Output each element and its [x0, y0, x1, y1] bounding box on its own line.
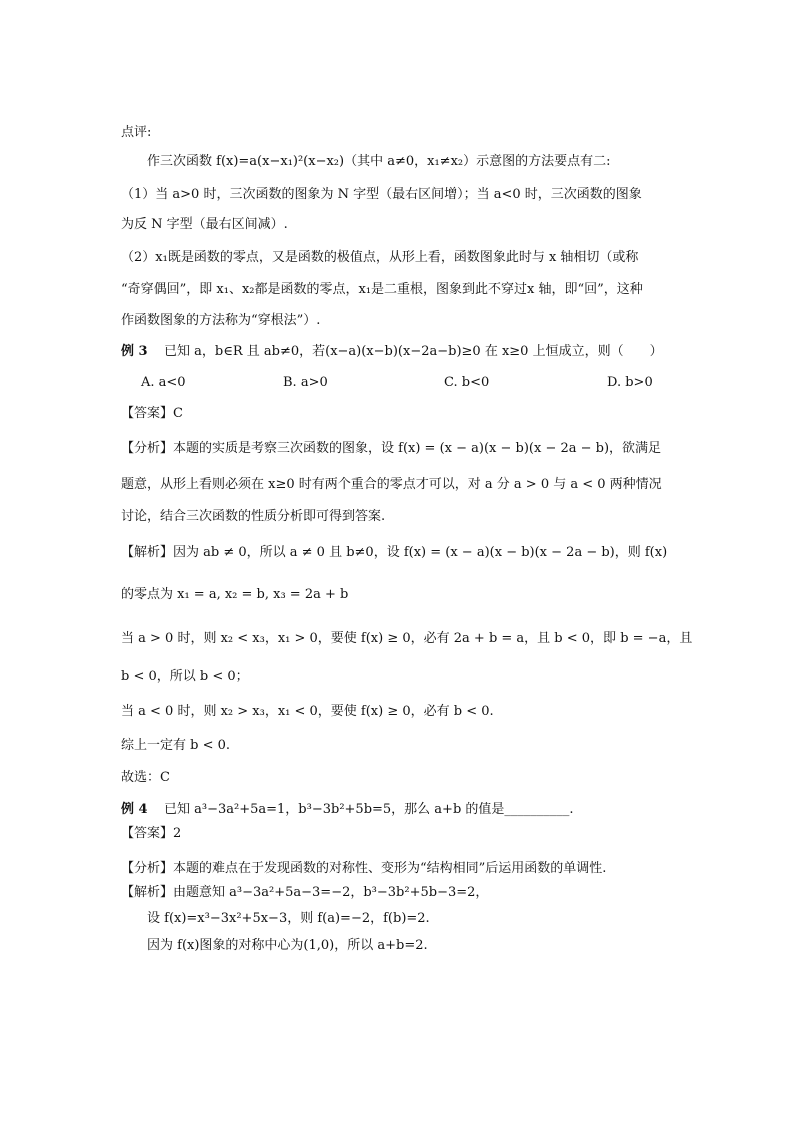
example-3-label: 例 3 [121, 344, 148, 359]
option-a: A. a<0 [141, 375, 186, 390]
example-3-analysis-line-1: 【分析】本题的实质是考察三次函数的图象，设 f(x) = (x − a)(x − b)(x − 2a − b)，欲满足 [121, 441, 662, 456]
example-3-solution-line-5: 当 a < 0 时，则 x₂ > x₃，x₁ < 0，要使 f(x) ≥ 0，必有 b < 0. [121, 704, 494, 719]
option-d: D. b>0 [607, 375, 653, 390]
comment-heading: 点评: [121, 125, 152, 140]
example-4-solution-line-1: 【解析】由题意知 a³−3a²+5a−3=−2，b³−3b²+5b−3=2， [121, 885, 489, 900]
example-3-analysis-line-3: 讨论，结合三次函数的性质分析即可得到答案. [121, 509, 386, 524]
example-3-solution-line-3: 当 a > 0 时，则 x₂ < x₃，x₁ > 0，要使 f(x) ≥ 0，必有 2a + b = a，且 b < 0，即 b = −a，且 [121, 631, 693, 646]
comment-point-2-line-2: “奇穿偶回”，即 x₁、x₂都是函数的零点，x₁是二重根，图象到此不穿过x 轴，即“回”，这种 [121, 282, 643, 297]
option-c: C. b<0 [444, 375, 490, 390]
example-3-conclusion: 综上一定有 b < 0. [121, 738, 231, 753]
comment-intro: 作三次函数 f(x)=a(x−x₁)²(x−x₂)（其中 a≠0，x₁≠x₂）示意图的方法要点有二: [147, 154, 611, 169]
example-4-question: 已知 a³−3a²+5a=1，b³−3b²+5b=5，那么 a+b 的值是__________. [164, 802, 574, 817]
example-4-analysis: 【分析】本题的难点在于发现函数的对称性、变形为“结构相同”后运用函数的单调性. [121, 861, 607, 876]
example-3-solution-line-1: 【解析】因为 ab ≠ 0，所以 a ≠ 0 且 b≠0，设 f(x) = (x − a)(x − b)(x − 2a − b)，则 f(x) [121, 545, 668, 560]
example-3-solution-line-2: 的零点为 x₁ = a, x₂ = b, x₃ = 2a + b [121, 587, 349, 602]
comment-point-1-line-1: （1）当 a>0 时，三次函数的图象为 N 字型（最右区间增）；当 a<0 时，三次函数的图象 [121, 187, 642, 202]
comment-point-1-line-2: 为反 N 字型（最右区间减）. [121, 217, 288, 232]
comment-point-2-line-3: 作函数图象的方法称为“穿根法”）. [121, 313, 321, 328]
example-3-analysis-line-2: 题意，从形上看则必须在 x≥0 时有两个重合的零点才可以，对 a 分 a > 0 与 a < 0 两种情况 [121, 477, 662, 492]
example-3-choice: 故选：C [121, 770, 170, 785]
example-4-solution-line-2: 设 f(x)=x³−3x²+5x−3，则 f(a)=−2，f(b)=2. [147, 911, 430, 926]
example-3-question: 已知 a，b∈R 且 ab≠0，若(x−a)(x−b)(x−2a−b)≥0 在 x≥0 上恒成立，则（ ） [164, 344, 663, 359]
option-b: B. a>0 [283, 375, 328, 390]
example-4-answer: 【答案】2 [121, 826, 182, 841]
example-3-answer: 【答案】C [121, 406, 183, 421]
example-3-solution-line-4: b < 0，所以 b < 0； [121, 669, 249, 684]
comment-point-2-line-1: （2）x₁既是函数的零点，又是函数的极值点，从形上看，函数图象此时与 x 轴相切（或称 [121, 250, 639, 265]
example-4-solution-line-3: 因为 f(x)图象的对称中心为(1,0)，所以 a+b=2. [147, 938, 428, 953]
example-4-label: 例 4 [121, 802, 148, 817]
